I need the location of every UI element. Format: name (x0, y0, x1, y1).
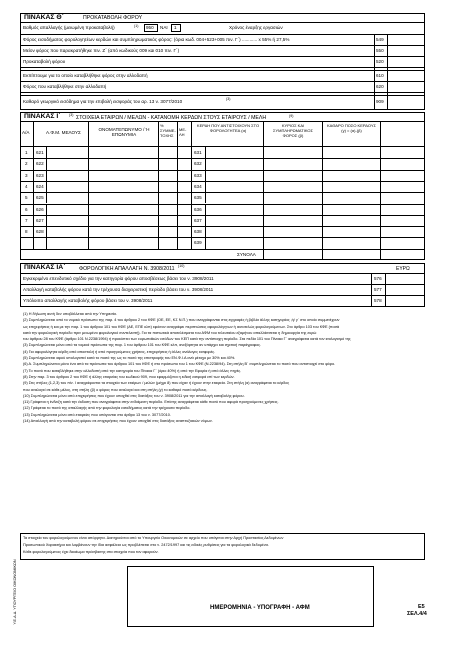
code-separator (205, 170, 206, 181)
footnote-line: (8) Στην παρ. 3 του άρθρου 2 του ΚΦΕ ή άλλης εταιρείας του κωδικού 909, που εφαρμόζεται η ειδική εισφορά επί των κερδών. (23, 374, 235, 379)
ia-code-576: 576 (374, 276, 382, 281)
header-name: ΟΝΟΜΑΤΕΠΩΝΥΜΟ / Ή ΕΠΩΝΥΜΙΑ (98, 127, 150, 138)
footnote-line: (12) Γράφεται το ποσό της απαλλαγής από την φορολογία εισοδήματος κατά την τρέχουσα περίοδο. (23, 406, 191, 411)
code-separator (205, 226, 206, 237)
row-code-kerdos: 633 (194, 172, 202, 178)
row-code-afm: 625 (36, 195, 44, 201)
theta-code-909: 909 (376, 99, 384, 104)
theta-row1-label: Βαθμός απαλλαγής (μειωμένη προκαταβολή) (23, 25, 115, 30)
code-separator (46, 237, 47, 248)
table-row (20, 181, 425, 192)
privacy-line-2: Προσωπικού Χαρακτήρα και λαμβάνουν την ίδια ασφάλεια ως προβλέπεται στο ν. 2472/1997 και τις ειδικές ρυθμίσεις για τα φορολογικά δεδομένα. (23, 543, 269, 547)
row-number: 3 (25, 172, 28, 178)
table-row (20, 215, 425, 226)
ia-code-577: 577 (374, 287, 382, 292)
header-kerdos: ΚΕΡΔΗ ΠΟΥ ΑΝΤΙΣΤΟΙΧΟΥΝ ΣΤΟ ΦΟΡΟΛΟΓΗΤΕΑ (α) (196, 123, 260, 134)
row-code-kerdos: 635 (194, 195, 202, 201)
page-label: ΣΕΛ.4/4 (407, 611, 427, 617)
section-iota-title: ΠΙΝΑΚΑΣ Ι΄ (24, 113, 61, 120)
row-number: 7 (25, 217, 28, 223)
row-code-afm: 623 (36, 172, 44, 178)
row-code-kerdos: 631 (194, 150, 202, 155)
footnote-line: (13) Συμπληρώνεται μόνο από εταιρείες που υπάγονται στο άρθρο 13 του ν. 3077/2010. (23, 412, 171, 417)
theta-row2-label: Φόρος εισοδήματος φορολογητέων κερδών και συμπληρωματικός φόρος: (όρια κωδ. 004+523+005 πιν. Γ΄) ............ x 55% ή 27,5% (23, 37, 290, 42)
ia-row2-label: Απαλλαγή καταβολής φόρου κατά την τρέχουσα διαχειριστική περίοδο βάσει του ν. 3908/2011 (23, 287, 214, 292)
yes-value: 1 (174, 25, 177, 30)
header-foros: ΚΥΡΙΟΣ ΚΑΙ ΣΥΜΠΛΗΡΩΜΑΤΙΚΟΣ ΦΟΡΟΣ (β) (273, 123, 313, 139)
header-meli: ΜΕ- ΛΗ (179, 127, 187, 138)
year-label: Χρόνος έναρξης εργασιών (229, 25, 283, 30)
code-separator (46, 226, 47, 237)
section-iota-sup2: (9) (289, 114, 294, 118)
table-row (20, 226, 425, 237)
row-code-kerdos: 637 (194, 217, 202, 223)
code-separator (205, 237, 206, 248)
section-ia-sup: (10) (178, 264, 185, 268)
signature-label: ΗΜΕΡΟΜΗΝΙΑ - ΥΠΟΓΡΑΦΗ - ΑΦΜ (210, 605, 310, 611)
header-pct: % ΣΥΜΜΕ- ΤΟΧΗΣ (160, 123, 176, 139)
row-code-kerdos: 639 (194, 240, 202, 246)
code-separator (205, 204, 206, 215)
footnote-line: (9) Στις στήλες (1,2,3) του πίν. Ι αναγράφονται τα στοιχεία των εταίρων / μελών (μέχρι 8) που είχαν ή έχουν στην εταιρεία. Στη στήλη (α) αναγράφεται το κέρδος (23, 381, 290, 386)
theta-row4-label: Προκαταβολή φόρου (23, 59, 66, 64)
section-ia-subtitle: ΦΟΡΟΛΟΓΙΚΗ ΑΠΑΛΛΑΓΗ Ν. 3908/2011 (79, 266, 175, 272)
row-code-afm: 628 (36, 229, 44, 235)
form-code: Ε5 (418, 604, 425, 610)
footnote-line: (11) Γράφεται η ένδειξη κατά την έκδοση που αναγράφεται στην ενδιάμεση περίοδο. Επίσης αναγράφεται κάθε ποσό που αφορά προηγούμενες χρήσεις. (23, 400, 279, 405)
section-theta-subtitle: ΠΡΟΚΑΤΑΒΟΛΗ ΦΟΡΟΥ (83, 15, 143, 21)
footnote-line: κατά την φορολογική περίοδο πριν μειωμένο φορολογικό συντελεστή). Για τα πιστωτικά αποτελέσματα του ΑΦΜ του τελευταίου εξαμήνου απαλλάσσεται η δημιουργία της ευρώ (23, 330, 317, 335)
theta-row7-sup: (3) (226, 97, 231, 101)
code-separator (46, 215, 47, 226)
footnote-line: (6) Α. Συμπληρώνεται μόνο ένα από τα πρόσωπα του άρθρου 101 του ΚΦΕ ή στο πρόσωπο του 1 του ΚΦΕ (Ν.2238/94). Στη στήλη Β΄ συμπληρώνεται το ποσό που αντιστοιχεί στο φόρο. (23, 362, 336, 367)
theta-value-550[interactable] (388, 46, 424, 56)
theta-value-909[interactable] (388, 96, 424, 109)
footnote-line: (2) Συμπληρώνεται από το νομικό πρόσωπο της παρ. 4 του άρθρου 2 του ΚΦΕ (ΟΕ, ΕΕ, ΚΣ Ν.Π.) που αναγράφονται στις εγγραφές ή βιβλία άλλης κατηγορίας ,ή/ γ΄ στο οποίο συμμετέχουν (23, 318, 340, 323)
ia-value-578[interactable] (386, 296, 424, 306)
table-row (20, 237, 425, 248)
row-number: 2 (25, 161, 28, 167)
theta-value-610[interactable] (388, 71, 424, 81)
footnotes (23, 311, 423, 424)
theta-code-610: 610 (376, 73, 384, 78)
row-code-kerdos: 638 (194, 229, 202, 235)
ia-row1-label: Εγκεκριμένο επενδυτικό σχέδιο για την κατηγορία φόρου αποσβέσεως βάσει του ν. 3908/2011 (23, 276, 214, 281)
theta-row3-label: Μείον φόρος που παρακρατήθηκε πιν. Ζ΄ (από κωδικούς 009 και 010 πιν. Γ΄) (23, 48, 180, 53)
section-ia-title: ΠΙΝΑΚΑΣ ΙΑ΄ (24, 264, 66, 271)
code-separator (205, 181, 206, 192)
row-code-kerdos: 636 (194, 206, 202, 212)
code-separator (46, 192, 47, 203)
footnote-line: ως επιχειρήσεις ή και με την παρ. 1 του άρθρου 101 του ΚΦΕ (ΑΕ, ΕΠΕ κλπ) εφόσον αναγράφει περιπτώσεις αφορολόγητων ή αυτοτελώς φορολογούμενων. Στο άρθρο 103 του ΚΦΕ (ποσά (23, 324, 340, 329)
yes-label: ΝΑΙ (160, 25, 168, 30)
signature-box[interactable] (127, 566, 374, 627)
row-code-afm: 621 (36, 150, 44, 155)
side-text: Υ.Ε.Δ.Δ. ΥΠΟΥΡΓΕΙΟ ΟΙΚΟΝΟΜΙΚΩΝ (13, 559, 17, 625)
theta-row6-label: Φόρος που καταβλήθηκε στην αλλοδαπή (23, 84, 107, 89)
row-number: 6 (25, 206, 28, 212)
theta-value-620[interactable] (388, 82, 424, 92)
header-afm: Α.Φ.Μ. ΜΕΛΟΥΣ (46, 130, 81, 135)
row-number: 1 (25, 150, 28, 155)
row-number: 4 (25, 183, 28, 189)
row-code-afm: 624 (36, 183, 44, 189)
footnote-line: (7) Το ποσό που καταβλήθηκε στην αλλοδαπή από την κατηγορία του Πίνακα Γ΄ (όριο 40%) ή από την Εφορία ή από άλλες πηγές. (23, 368, 242, 373)
code-separator (46, 181, 47, 192)
row-code-afm: 622 (36, 161, 44, 167)
footnote-line: (14) Απαλλαγή από την καταβολή φόρου σε επιχειρήσεις που έχουν υπαχθεί στις διατάξεις αναπτυξιακών νόμων. (23, 419, 213, 424)
code-separator (205, 147, 206, 158)
euro-label: ΕΥΡΩ (396, 266, 410, 272)
row-code-kerdos: 632 (194, 161, 202, 167)
code-separator (46, 170, 47, 181)
privacy-line-1: Τα στοιχεία του φορολογούμενου είναι απόρρητα. Διατηρούνται από το Υπουργείο Οικονομικών σε αρχείο που υπάγεται στην Αρχή Προστασίας Δεδομένων (23, 536, 284, 540)
table-row (20, 147, 425, 158)
row-code-afm: 626 (36, 206, 44, 212)
theta-value-549[interactable] (388, 35, 424, 45)
section-iota-sup: (3) (69, 113, 74, 117)
footnote-line: (3) Συμπληρώνεται μόνο από τα νομικά πρόσωπα της παρ. 1 του άρθρου 101 του ΚΦΕ κλπ, ανεξάρτητα αν υπάρχει και σχετική παράγραφος. (23, 343, 262, 348)
section-theta-title: ΠΙΝΑΚΑΣ Θ΄ (24, 14, 64, 21)
theta-code-549: 549 (376, 37, 384, 42)
row-code-kerdos: 634 (194, 183, 202, 189)
ia-row3-label: Υπόλοιπο απαλλαγής καταβολής φόρου βάσει του ν. 3908/2011 (23, 298, 153, 303)
row-number: 5 (25, 195, 28, 201)
code-950: 950 (146, 25, 154, 30)
row-number: 8 (25, 229, 28, 235)
theta-row1-sup: (1) (134, 24, 139, 28)
code-separator (46, 158, 47, 169)
footnote-line: (4) Για αφορολόγητα κέρδη από αποστολή ή από προηγούμενες χρήσεις, επιχειρήσεις ή άλλες ανάλογες εισφορές. (23, 349, 216, 354)
header-kathara: ΚΑΘΑΡΟ ΠΟΣΟ ΚΕΡΔΟΥΣ (γ) = (α)-(β) (327, 123, 376, 134)
theta-code-550: 550 (376, 48, 384, 53)
code-separator (205, 215, 206, 226)
ia-code-578: 578 (374, 298, 382, 303)
footnote-line: (5) Συμπληρώνεται αφού υπολογιστεί κατά το ποσό της ως το ποσό της επιστροφής του ΕΝ.Φ.Ι.Α ανά μέτοχο με 30% και 40%. (23, 356, 236, 361)
ia-value-577[interactable] (386, 285, 424, 295)
table-row (20, 170, 425, 181)
row-code-afm: 627 (36, 217, 44, 223)
theta-code-520: 520 (376, 59, 384, 64)
code-separator (205, 192, 206, 203)
theta-value-520[interactable] (388, 57, 424, 67)
theta-code-620: 620 (376, 84, 384, 89)
privacy-line-3: Κάθε φορολογούμενος έχει δικαίωμα πρόσβασης στα στοιχεία που τον αφορούν. (23, 550, 159, 554)
footnote-line: που αναλογεί σε κάθε μέλος, στη στήλη (β) ο φόρος που αναλογεί και στη στήλη (γ) το καθαρό ποσό κέρδους. (23, 387, 208, 392)
theta-row7-label: Καθαρό γεωργικό εισόδημα για την επιβολή εισφοράς του αρ. 13 ν. 3077/2010 (23, 99, 183, 104)
theta-row5-label: Εκπίπτουμε για το οποίο καταβλήθηκε φόρος στην αλλοδαπή (23, 73, 148, 78)
code-separator (46, 204, 47, 215)
footnote-line: (10) Συμπληρώνεται μόνο από επιχειρήσεις που έχουν υπαχθεί στις διατάξεις του ν. 3908/2011 για την απαλλαγή καταβολής φόρου. (23, 393, 245, 398)
footnote-line: του άρθρου 28 του ΚΦΕ (άρθρο 101 Ν.2238/1994) ή προκύπτει των ευρωπαϊκών εσόδων του ΚΕΠ κατά την αντίστοιχη περίοδο. Στα πεδία 101 του Πίνακα Γ΄ αναγράφεται κατά τον ισολογισμό της (23, 337, 351, 342)
ia-value-576[interactable] (386, 274, 424, 284)
header-aa: Α/Α (22, 130, 30, 135)
table-row (20, 158, 425, 169)
table-row (20, 204, 425, 215)
code-separator (205, 158, 206, 169)
total-label: ΣΥΝΟΛΑ (237, 252, 256, 257)
section-iota-subtitle: ΣΤΟΙΧΕΙΑ ΕΤΑΙΡΩΝ / ΜΕΛΩΝ - ΚΑΤΑΝΟΜΗ ΚΕΡΔΩΝ ΣΤΟΥΣ ΕΤΑΙΡΟΥΣ / ΜΕΛΗ (76, 115, 267, 121)
footnote-line: (1) Η δήλωση αυτή δεν υποβάλλεται από την Υπηρεσία. (23, 312, 117, 316)
code-separator (46, 147, 47, 158)
table-row (20, 192, 425, 203)
